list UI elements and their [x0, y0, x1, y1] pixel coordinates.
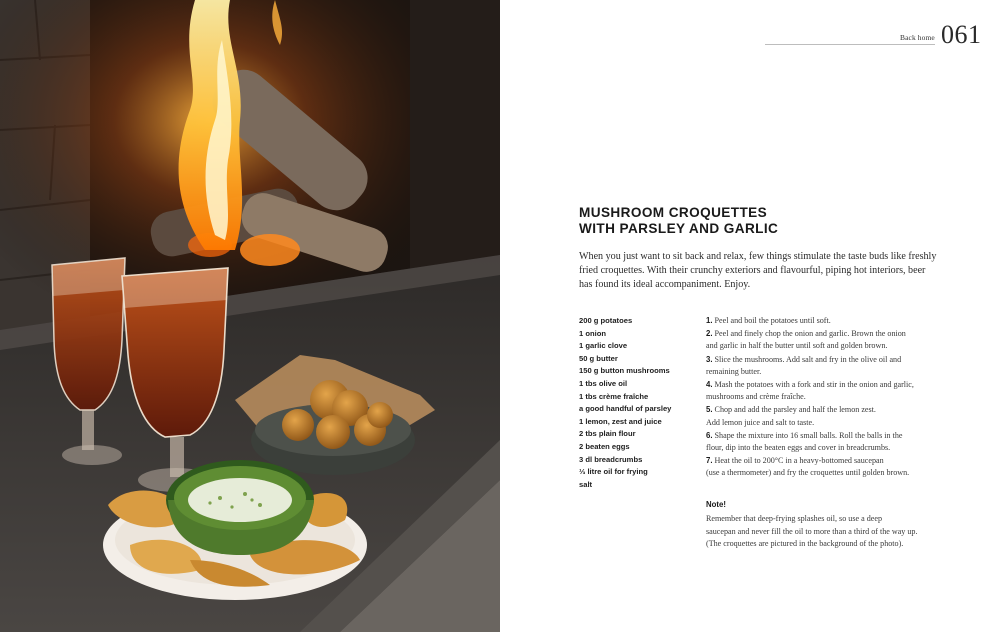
step-number: 4.: [706, 380, 713, 390]
method-step: [706, 354, 946, 378]
method-step: [706, 379, 946, 403]
step-text: Peel and boil the potatoes until soft.: [714, 316, 831, 325]
method-step: [706, 430, 946, 454]
ingredient-item: 3 dl breadcrumbs: [579, 454, 643, 464]
step-text: Slice the mushrooms. Add salt and fry in the olive oil and: [714, 354, 902, 364]
method-steps: [706, 315, 946, 481]
ingredient-item: 2 beaten eggs: [579, 441, 630, 451]
step-text: flour, dip into the beaten eggs and cover in breadcrumbs.: [706, 443, 891, 453]
step-text: Shape the mixture into 16 small balls. Roll the balls in the: [714, 430, 903, 440]
ingredient-item: salt: [579, 479, 593, 489]
step-number: 3.: [706, 354, 713, 364]
ingredient-item: 1 tbs crème fraîche: [579, 391, 649, 401]
step-text: and garlic in half the butter until soft and golden brown.: [706, 341, 888, 351]
header-rule: [765, 44, 935, 45]
step-text: Peel and finely chop the onion and garlic. Brown the onion: [714, 329, 906, 339]
step-text: (use a thermometer) and fry the croquettes until golden brown.: [706, 468, 910, 478]
step-number: 5.: [706, 405, 713, 415]
ingredient-item: ⅓ litre oil for frying: [579, 467, 648, 477]
step-number: 1.: [706, 316, 713, 325]
step-text: Add lemon juice and salt to taste.: [706, 417, 815, 427]
step-number: 7.: [706, 456, 713, 466]
intro-line: When you just want to sit back and relax, few things stimulate the taste buds like freshly: [579, 251, 937, 262]
intro-line: has found its ideal accompaniment. Enjoy.: [579, 279, 751, 290]
note-line: (The croquettes are pictured in the background of the photo).: [706, 539, 904, 549]
step-text: Heat the oil to 200°C in a heavy-bottomed saucepan: [714, 456, 884, 466]
recipe-note: [706, 499, 946, 551]
recipe-page: [500, 0, 1000, 632]
step-number: 2.: [706, 329, 713, 339]
ingredient-item: 200 g potatoes: [579, 316, 633, 325]
step-text: mushrooms and crème fraîche.: [706, 392, 806, 402]
ingredient-item: 1 onion: [579, 328, 606, 338]
page-number: 061: [941, 20, 982, 49]
recipe-title-line: WITH PARSLEY AND GARLIC: [579, 220, 779, 236]
ingredient-item: 2 tbs plain flour: [579, 429, 636, 439]
ingredient-item: 1 tbs olive oil: [579, 378, 628, 388]
method-step: [706, 315, 946, 327]
method-step: [706, 455, 946, 479]
section-name: Back home: [900, 33, 935, 42]
recipe-title: [579, 205, 909, 236]
ingredient-item: 150 g button mushrooms: [579, 366, 670, 376]
step-text: Chop and add the parsley and half the lemon zest.: [714, 405, 876, 415]
note-line: Remember that deep-frying splashes oil, so use a deep: [706, 514, 882, 524]
recipe-title-line: MUSHROOM CROQUETTES: [579, 205, 768, 220]
ingredient-item: 1 lemon, zest and juice: [579, 416, 662, 426]
ingredient-item: 1 garlic clove: [579, 341, 628, 351]
method-step: [706, 404, 946, 428]
recipe-intro: [579, 250, 944, 292]
step-text: Mash the potatoes with a fork and stir in the onion and garlic,: [714, 380, 914, 390]
ingredient-item: 50 g butter: [579, 353, 618, 363]
ingredient-item: a good handful of parsley: [579, 404, 672, 414]
note-title: Note!: [706, 500, 726, 509]
ingredient-list: [579, 315, 699, 491]
step-number: 6.: [706, 430, 713, 440]
intro-line: fried croquettes. With their crunchy exteriors and flavourful, piping hot interiors, beer: [579, 265, 926, 276]
method-step: [706, 328, 946, 352]
step-text: remaining butter.: [706, 366, 762, 376]
note-line: saucepan and never fill the oil to more than a third of the way up.: [706, 526, 918, 536]
